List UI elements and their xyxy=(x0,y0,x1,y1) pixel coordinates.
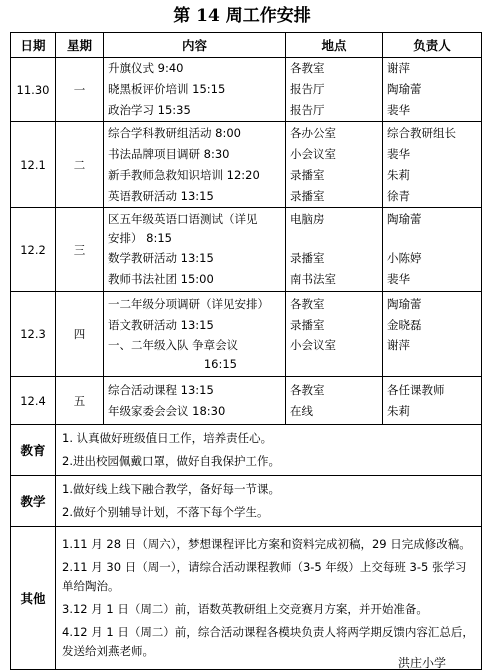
location-line: 各教室 xyxy=(290,382,325,397)
content-line: 英语教研活动 13:15 xyxy=(108,188,214,203)
person-line: 陶瑜蕾 xyxy=(387,211,422,226)
section-item: 1.11 月 28 日（周六），梦想课程评比方案和资料完成初稿，29 日完成修改稿。 xyxy=(62,537,471,551)
header-location: 地点 xyxy=(286,33,383,58)
person-line: 综合教研组长 xyxy=(387,125,456,140)
content-line: 书法品牌项目调研 8:30 xyxy=(108,146,230,161)
person-line: 陶瑜蕾 xyxy=(387,297,422,311)
row-content xyxy=(104,208,286,292)
location-line: 报告厅 xyxy=(290,103,325,117)
section-body xyxy=(56,527,482,670)
section-item: 1.做好线上线下融合教学，备好每一节课。 xyxy=(62,482,280,496)
table-row xyxy=(11,292,482,377)
location-line: 南书法室 xyxy=(290,271,336,286)
footer-school-name: 洪庄小学 xyxy=(398,656,447,670)
row-content xyxy=(104,122,286,208)
section-label: 教育 xyxy=(11,425,56,476)
row-person xyxy=(383,58,482,122)
row-date: 11.30 xyxy=(11,58,56,122)
person-line: 朱莉 xyxy=(387,167,410,182)
content-line: 新手教师急救知识培训 12:20 xyxy=(108,167,260,182)
section-body xyxy=(56,425,482,476)
header-day: 星期 xyxy=(56,33,104,58)
section-item: 3.12 月 1 日（周二）前，语数英教研组上交竞赛月方案，并开始准备。 xyxy=(62,602,428,616)
person-line xyxy=(387,355,481,374)
row-location xyxy=(286,292,383,377)
row-location xyxy=(286,58,383,122)
row-person xyxy=(383,292,482,377)
content-line: 年级家委会会议 18:30 xyxy=(108,403,226,418)
person-line: 小陈婷 xyxy=(387,250,422,265)
content-line: 综合活动课程 13:15 xyxy=(108,382,214,397)
section-label: 教学 xyxy=(11,476,56,527)
table-row xyxy=(11,122,482,208)
content-line: 晓黑板评价培训 15:15 xyxy=(108,82,226,96)
row-person xyxy=(383,377,482,425)
section-row-education xyxy=(11,425,482,476)
location-line: 小会议室 xyxy=(290,146,336,161)
row-date: 12.1 xyxy=(11,122,56,208)
content-line: 一、二年级入队 争章会议 xyxy=(108,338,239,352)
row-location xyxy=(286,122,383,208)
person-line: 裴华 xyxy=(387,103,410,117)
location-line: 录播室 xyxy=(290,250,325,265)
location-line: 报告厅 xyxy=(290,82,325,96)
table-row xyxy=(11,208,482,292)
section-label: 其他 xyxy=(11,527,56,670)
person-line xyxy=(387,229,481,248)
section-body xyxy=(56,476,482,527)
content-line: 教师书法社团 15:00 xyxy=(108,271,214,286)
row-content xyxy=(104,292,286,377)
location-line: 录播室 xyxy=(290,188,325,203)
location-line: 在线 xyxy=(290,403,313,418)
section-item: 2.做好个别辅导计划，不落下每个学生。 xyxy=(62,505,269,519)
row-location xyxy=(286,377,383,425)
location-line xyxy=(290,355,382,374)
person-line: 陶瑜蕾 xyxy=(387,82,422,96)
schedule-table xyxy=(10,32,482,670)
person-line: 各任课教师 xyxy=(387,382,445,397)
person-line: 裴华 xyxy=(387,146,410,161)
row-content xyxy=(104,58,286,122)
person-line: 金晓磊 xyxy=(387,318,422,332)
location-line: 录播室 xyxy=(290,167,325,182)
section-item: 2.11 月 30 日（周一），请综合活动课程教师（3-5 年级）上交每班 3-5 张学习单给陶治。 xyxy=(62,560,467,593)
row-day: 一 xyxy=(56,58,104,122)
row-date: 12.2 xyxy=(11,208,56,292)
row-location xyxy=(286,208,383,292)
header-date: 日期 xyxy=(11,33,56,58)
content-line: 政治学习 15:35 xyxy=(108,103,191,117)
content-line: 一二年级分项调研（详见安排） xyxy=(108,297,269,311)
location-line: 录播室 xyxy=(290,318,325,332)
location-line xyxy=(290,229,382,248)
header-person: 负责人 xyxy=(383,33,482,58)
person-line: 朱莉 xyxy=(387,403,410,418)
row-day: 二 xyxy=(56,122,104,208)
location-line: 小会议室 xyxy=(290,338,336,352)
location-line: 各教室 xyxy=(290,297,325,311)
table-header-row xyxy=(11,33,482,58)
content-line: 区五年级英语口语测试（详见 xyxy=(108,211,258,226)
content-line: 升旗仪式 9:40 xyxy=(108,61,184,75)
section-item: 2.进出校园佩戴口罩，做好自我保护工作。 xyxy=(62,454,280,468)
person-line: 裴华 xyxy=(387,271,410,286)
row-day: 三 xyxy=(56,208,104,292)
location-line: 电脑房 xyxy=(290,211,325,226)
person-line: 谢萍 xyxy=(387,338,410,352)
section-row-teaching xyxy=(11,476,482,527)
row-content xyxy=(104,377,286,425)
person-line: 徐青 xyxy=(387,188,410,203)
content-line: 综合学科教研组活动 8:00 xyxy=(108,125,241,140)
person-line: 谢萍 xyxy=(387,61,410,75)
table-row xyxy=(11,58,482,122)
section-row-other xyxy=(11,527,482,670)
row-day: 五 xyxy=(56,377,104,425)
content-line: 数学教研活动 13:15 xyxy=(108,250,214,265)
content-line: 语文教研活动 13:15 xyxy=(108,318,214,332)
row-date: 12.3 xyxy=(11,292,56,377)
row-person xyxy=(383,208,482,292)
section-item: 1. 认真做好班级值日工作，培养责任心。 xyxy=(62,431,273,445)
header-content: 内容 xyxy=(104,33,286,58)
page-title: 第 14 周工作安排 xyxy=(173,6,311,26)
row-day: 四 xyxy=(56,292,104,377)
content-line: 16:15 xyxy=(203,357,237,371)
section-item: 4.12 月 1 日（周二）前，综合活动课程各模块负责人将两学期反馈内容汇总后，发送给刘燕老师。 xyxy=(62,625,474,658)
row-date: 12.4 xyxy=(11,377,56,425)
content-line: 安排） 8:15 xyxy=(108,230,172,245)
location-line: 各教室 xyxy=(290,61,325,75)
location-line: 各办公室 xyxy=(290,125,336,140)
table-row xyxy=(11,377,482,425)
row-person xyxy=(383,122,482,208)
